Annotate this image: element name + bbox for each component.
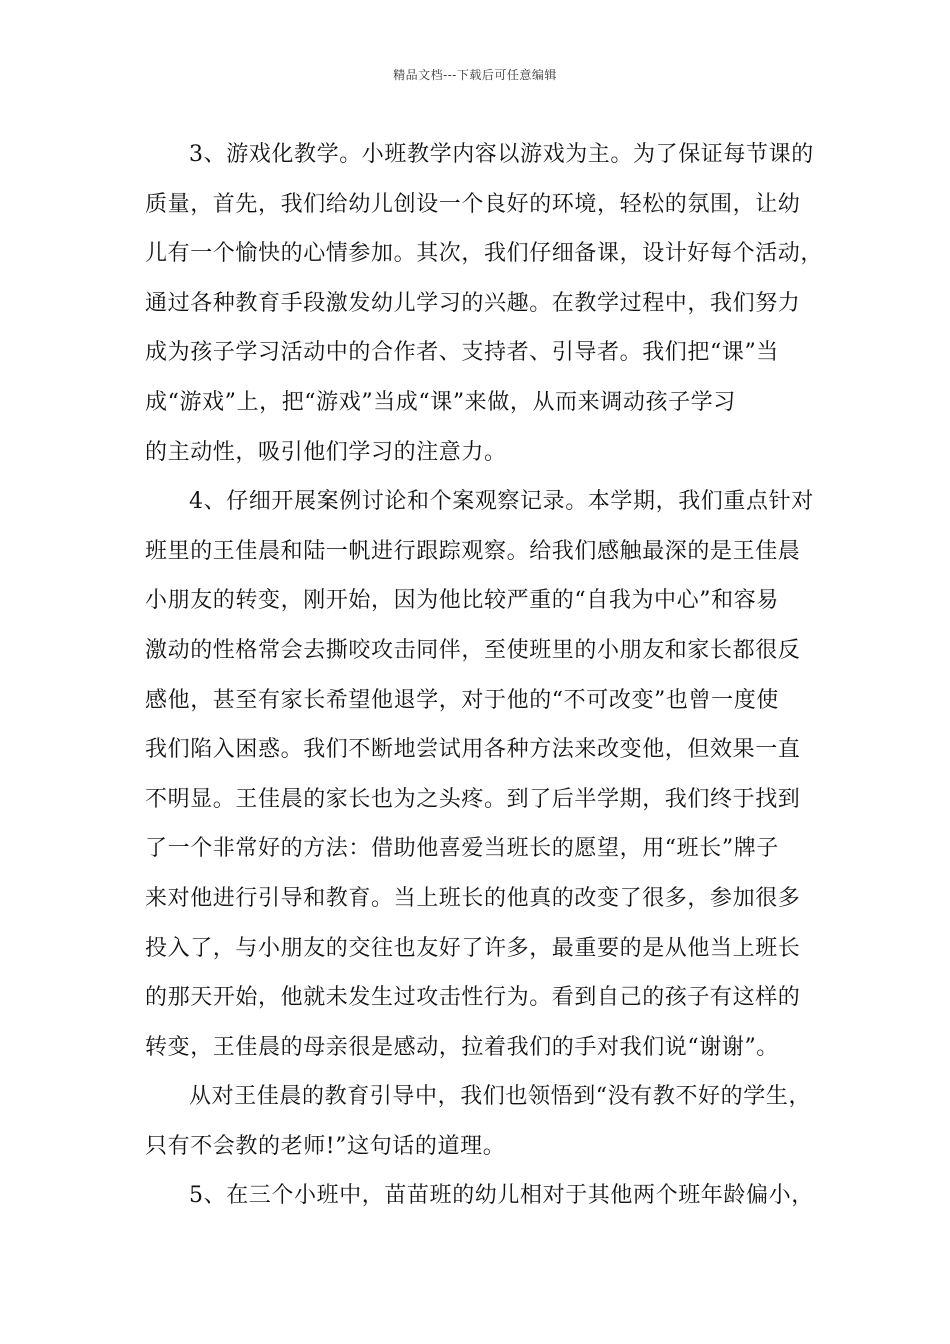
text-line: 小朋友的转变，刚开始，因为他比较严重的“自我为中心”和容易 [145, 588, 779, 614]
document-body [145, 130, 824, 1221]
text-line: 通过各种教育手段激发幼儿学习的兴趣。在教学过程中，我们努力 [145, 290, 801, 316]
text-line: 4、仔细开展案例讨论和个案观察记录。本学期，我们重点针对 [189, 489, 814, 515]
text-line: 成为孩子学习活动中的合作者、支持者、引导者。我们把“课”当 [145, 340, 779, 366]
text-line: 的主动性，吸引他们学习的注意力。 [145, 439, 507, 465]
text-line: 从对王佳晨的教育引导中，我们也领悟到“没有教不好的学生， [189, 1084, 812, 1110]
text-line: 了一个非常好的方法：借助他喜爱当班长的愿望，用“班长”牌子 [145, 836, 779, 862]
text-line: 的那天开始，他就未发生过攻击性行为。看到自己的孩子有这样的 [145, 985, 801, 1011]
text-line: 班里的王佳晨和陆一帆进行跟踪观察。给我们感触最深的是王佳晨 [145, 538, 801, 564]
text-line: 投入了，与小朋友的交往也友好了许多，最重要的是从他当上班长 [145, 935, 801, 961]
text-line: 激动的性格常会去撕咬攻击同伴，至使班里的小朋友和家长都很反 [145, 637, 801, 663]
text-line: 感他，甚至有家长希望他退学，对于他的“不可改变”也曾一度使 [145, 687, 779, 713]
page-header: 精品文档---下载后可任意编辑 [393, 68, 557, 82]
text-line: 成“游戏”上，把“游戏”当成“课”来做，从而来调动孩子学习 [145, 389, 736, 415]
text-line: 只有不会教的老师!”这句话的道理。 [145, 1133, 506, 1159]
text-line: 儿有一个愉快的心情参加。其次，我们仔细备课，设计好每个活动， [145, 241, 824, 267]
text-line: 我们陷入困惑。我们不断地尝试用各种方法来改变他，但效果一直 [145, 737, 801, 763]
text-line: 5、在三个小班中，苗苗班的幼儿相对于其他两个班年龄偏小， [189, 1183, 814, 1209]
text-line: 来对他进行引导和教育。当上班长的他真的改变了很多，参加很多 [145, 885, 801, 911]
text-line: 转变，王佳晨的母亲很是感动，拉着我们的手对我们说“谢谢”。 [145, 1034, 779, 1060]
text-line: 不明显。王佳晨的家长也为之头疼。到了后半学期，我们终于找到 [145, 786, 801, 812]
text-line: 质量，首先，我们给幼儿创设一个良好的环境，轻松的氛围，让幼 [145, 191, 801, 217]
text-line: 3、游戏化教学。小班教学内容以游戏为主。为了保证每节课的 [189, 142, 814, 167]
